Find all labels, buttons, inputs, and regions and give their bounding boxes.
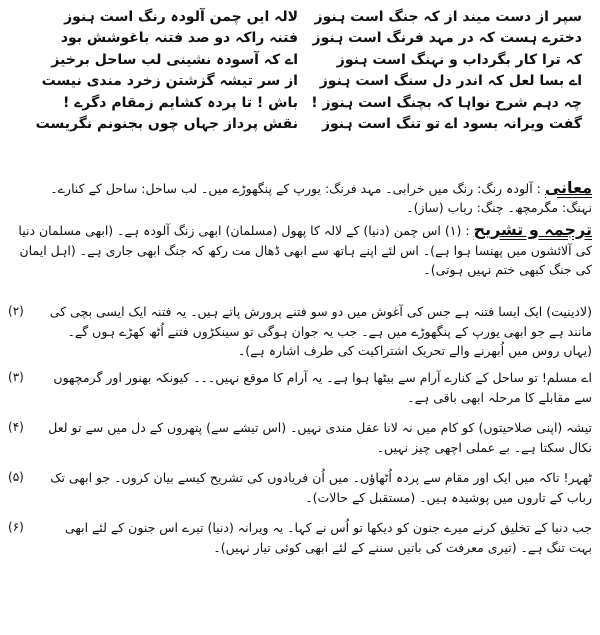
poem-line-left: سپر از دست میند از کہ جنگ است ہنوز xyxy=(314,8,582,25)
poem-line-right: لالہ ایں چمن آلودہ رنگ است ہنوز xyxy=(64,8,298,25)
poem-couplet xyxy=(18,49,582,71)
poem-couplet xyxy=(18,92,582,114)
tarjuma-heading: ترجمہ و تشریح xyxy=(473,220,592,239)
poem-couplet xyxy=(18,114,582,136)
paragraph-text: (لادینیت) ایک ایسا فتنہ ہے جس کی آغوش میں دو سو فتنے پرورش پاتے ہیں۔ یہ فتنہ ایک ایسی بچی کی مانند ہے جو ابھی یورپ کے پنگھوڑے میں ہے۔ جب یہ جوان ہوگی تو سینکڑوں فتنے اُٹھ کھڑے ہوں گے۔ (یہاں روس میں اُبھرنے والے تحریک اشتراکیت کی طرف اشارہ ہے)۔ xyxy=(49,304,592,358)
poem-couplet xyxy=(18,28,582,50)
paragraph xyxy=(8,468,592,518)
poem-couplet xyxy=(18,71,582,93)
poem-line-left: چہ دہم شرح نواہا کہ بچنگ است ہنوز ! xyxy=(311,94,582,111)
paragraph xyxy=(8,418,592,468)
paragraph-number: (۶) xyxy=(8,520,24,534)
paragraph-text: اے مسلم! تو ساحل کے کنارے آرام سے بیٹھا ہوا ہے۔ یہ آرام کا موقع نہیں۔۔۔ کیونکہ بھنور اور گرمچھوں سے مقابلے کا مرحلہ ابھی باقی ہے۔ xyxy=(53,370,592,405)
poem-block xyxy=(18,6,582,135)
paragraph-number: (۳) xyxy=(8,370,24,384)
paragraph-text: تیشہ (اپنی صلاحیتوں) کو کام میں نہ لانا عقل مندی نہیں۔ (اس تیشے سے) پتھروں کے دل میں سے تو لعل نکال سکتا ہے۔ بے عملی اچھی چیز نہیں۔ xyxy=(48,420,592,455)
paragraph xyxy=(8,518,592,568)
paragraph-text: ٹھہر! تاکہ میں ایک اور مقام سے پردہ اُٹھاؤں۔ میں اُن فریادوں کی تشریح کیسے بیان کروں۔ جو ابھی تک رباب کے تاروں میں پوشیدہ ہیں۔ (مستقبل کے حالات)۔ xyxy=(50,470,592,505)
maani-line xyxy=(8,178,592,198)
poem-line-left: اے بسا لعل کہ اندر دل سنگ است ہنوز xyxy=(319,73,582,90)
poem-line-left: کہ ترا کار بگرداب و نہنگ است ہنوز xyxy=(336,51,582,68)
paragraph xyxy=(8,302,592,368)
poem-line-right: فتنہ راکہ دو صد فتنہ باغوشش بود xyxy=(60,30,298,47)
poem-line-right: اے کہ آسودہ نشینی لب ساحل برخیز xyxy=(51,51,298,68)
poem-line-left: دخترے ہست کہ در مہد فرنگ است ہنوز xyxy=(312,30,582,47)
paragraph xyxy=(8,368,592,418)
maani-section xyxy=(8,178,592,217)
paragraph-number: (۲) xyxy=(8,304,24,318)
paragraph-number: (۴) xyxy=(8,420,24,434)
paragraph-list xyxy=(8,302,592,568)
poem-couplet xyxy=(18,6,582,28)
poem-line-right: باش ! تا پردہ کشایم زمقام دگرے ! xyxy=(62,94,298,111)
maani-heading: معانی xyxy=(544,178,592,197)
paragraph-number: (۵) xyxy=(8,470,24,484)
tarjuma-section xyxy=(8,220,592,280)
paragraph-text: جب دنیا کے تخلیق کرنے میرے جنون کو دیکھا تو اُس نے کہا۔ یہ ویرانہ (دنیا) تیرے اس جنون کے لئے ابھی بہت تنگ ہے۔ (تیری معرفت کی باتیں سننے کے لئے ابھی کوئی تیار نہیں)۔ xyxy=(64,520,592,555)
poem-line-left: گفت ویرانہ بسود اے تو تنگ است ہنوز xyxy=(321,116,582,133)
tarjuma-intro: : (۱) اس چمن (دنیا) کے لالہ کا پھول (مسلمان) ابھی زنگ آلودہ ہے۔ (ابھی مسلمان دنیا کی آلائشوں میں پھنسا ہوا ہے)۔ اس لئے اپنے ہاتھ سے ابھی ڈھال مت رکھ کہ جنگ ابھی جاری ہے۔ (اہل ایمان کی جنگ کبھی ختم نہیں ہوتی)۔ xyxy=(18,223,592,277)
maani-text-2: نہنگ: مگرمچھ۔ چنگ: رباب (ساز)۔ xyxy=(406,200,592,215)
poem-line-right: از سر تیشہ گزشتن زخرد مندی نیست xyxy=(41,73,298,90)
maani-text: : آلودہ رنگ: رنگ میں خرابی۔ مہد فرنگ: یورپ کے پنگھوڑے میں۔ لب ساحل: ساحل کے کنارے۔ xyxy=(50,181,541,196)
poem-line-right: نقش پرداز جہاں چوں بجنونم نگریست xyxy=(35,116,298,133)
